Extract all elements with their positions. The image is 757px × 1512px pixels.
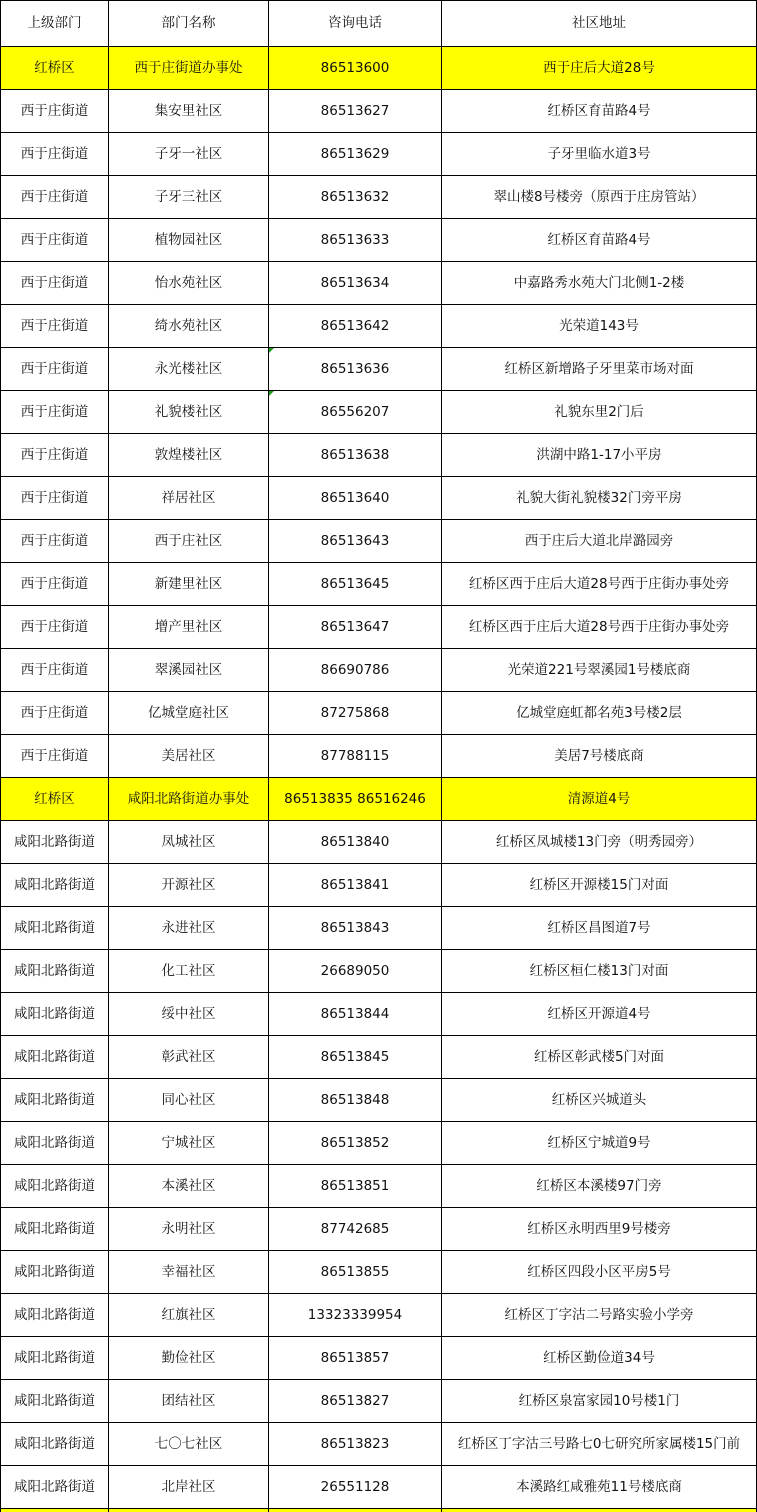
table-row [1, 262, 757, 305]
table-row [1, 649, 757, 692]
cell-address[interactable]: 红桥区桓仁楼13门对面 [442, 950, 757, 993]
table-row [1, 520, 757, 563]
cell-address[interactable]: 礼貌东里2门后 [442, 391, 757, 434]
cell-address[interactable]: 红桥区开源道4号 [442, 993, 757, 1036]
cell-parent-department[interactable]: 西于庄街道 [1, 90, 109, 133]
cell-address[interactable]: 红桥区西于庄后大道28号西于庄街办事处旁 [442, 606, 757, 649]
table-row [1, 1036, 757, 1079]
cell-parent-department[interactable]: 红桥区 [1, 778, 109, 821]
partial-cell [109, 1509, 269, 1512]
cell-address[interactable]: 红桥区四段小区平房5号 [442, 1251, 757, 1294]
cell-department-name[interactable]: 子牙一社区 [109, 133, 269, 176]
cell-address[interactable]: 亿城堂庭虹都名苑3号楼2层 [442, 692, 757, 735]
cell-parent-department[interactable]: 西于庄街道 [1, 391, 109, 434]
cell-department-name[interactable]: 化工社区 [109, 950, 269, 993]
table-row [1, 1165, 757, 1208]
cell-address[interactable]: 红桥区新增路子牙里菜市场对面 [442, 348, 757, 391]
cell-department-name[interactable]: 增产里社区 [109, 606, 269, 649]
table-row [1, 563, 757, 606]
cell-department-name[interactable]: 北岸社区 [109, 1466, 269, 1509]
cell-phone[interactable]: 86513852 [269, 1122, 442, 1165]
cell-phone[interactable]: 86513855 [269, 1251, 442, 1294]
cell-parent-department[interactable]: 西于庄街道 [1, 176, 109, 219]
cell-address[interactable]: 红桥区勤俭道34号 [442, 1337, 757, 1380]
table-row [1, 821, 757, 864]
cell-parent-department[interactable]: 咸阳北路街道 [1, 821, 109, 864]
cell-phone[interactable]: 86513629 [269, 133, 442, 176]
table-body [1, 47, 757, 1512]
cell-address[interactable]: 红桥区宁城道9号 [442, 1122, 757, 1165]
cell-phone[interactable]: 86513823 [269, 1423, 442, 1466]
cell-address[interactable]: 红桥区凤城楼13门旁（明秀园旁） [442, 821, 757, 864]
partial-next-row [1, 1509, 757, 1512]
cell-address[interactable]: 红桥区丁字沽三号路七0七研究所家属楼15门前 [442, 1423, 757, 1466]
table-row [1, 1079, 757, 1122]
table-row [1, 305, 757, 348]
cell-phone[interactable]: 86556207 [269, 391, 442, 434]
table-row [1, 606, 757, 649]
cell-parent-department[interactable]: 西于庄街道 [1, 348, 109, 391]
cell-department-name[interactable]: 凤城社区 [109, 821, 269, 864]
cell-parent-department[interactable]: 西于庄街道 [1, 477, 109, 520]
cell-parent-department[interactable]: 西于庄街道 [1, 262, 109, 305]
cell-address[interactable]: 红桥区开源楼15门对面 [442, 864, 757, 907]
cell-department-name[interactable]: 幸福社区 [109, 1251, 269, 1294]
cell-parent-department[interactable]: 咸阳北路街道 [1, 1337, 109, 1380]
table-row [1, 1251, 757, 1294]
partial-cell [442, 1509, 757, 1512]
cell-department-name[interactable]: 同心社区 [109, 1079, 269, 1122]
cell-phone[interactable]: 86513640 [269, 477, 442, 520]
cell-department-name[interactable]: 红旗社区 [109, 1294, 269, 1337]
cell-address[interactable]: 红桥区西于庄后大道28号西于庄街办事处旁 [442, 563, 757, 606]
cell-address[interactable]: 西于庄后大道28号 [442, 47, 757, 90]
cell-address[interactable]: 清源道4号 [442, 778, 757, 821]
cell-phone[interactable]: 86513845 [269, 1036, 442, 1079]
cell-parent-department[interactable]: 咸阳北路街道 [1, 1079, 109, 1122]
cell-phone[interactable]: 87788115 [269, 735, 442, 778]
table-row [1, 434, 757, 477]
table-row [1, 1294, 757, 1337]
cell-department-name[interactable]: 西于庄街道办事处 [109, 47, 269, 90]
cell-department-name[interactable]: 永进社区 [109, 907, 269, 950]
cell-department-name[interactable]: 西于庄社区 [109, 520, 269, 563]
cell-address[interactable]: 礼貌大街礼貌楼32门旁平房 [442, 477, 757, 520]
cell-phone[interactable]: 86513636 [269, 348, 442, 391]
table-row [1, 133, 757, 176]
cell-address[interactable]: 红桥区兴城道头 [442, 1079, 757, 1122]
table-row [1, 735, 757, 778]
cell-department-name[interactable]: 祥居社区 [109, 477, 269, 520]
cell-parent-department[interactable]: 西于庄街道 [1, 520, 109, 563]
partial-cell [269, 1509, 442, 1512]
cell-address[interactable]: 红桥区育苗路4号 [442, 219, 757, 262]
cell-phone[interactable]: 86513843 [269, 907, 442, 950]
table-row [1, 176, 757, 219]
cell-phone[interactable]: 86513851 [269, 1165, 442, 1208]
table-row [1, 348, 757, 391]
cell-address[interactable]: 本溪路红咸雅苑11号楼底商 [442, 1466, 757, 1509]
cell-phone[interactable]: 13323339954 [269, 1294, 442, 1337]
cell-address[interactable]: 红桥区育苗路4号 [442, 90, 757, 133]
cell-department-name[interactable]: 永明社区 [109, 1208, 269, 1251]
cell-department-name[interactable]: 集安里社区 [109, 90, 269, 133]
table-row [1, 477, 757, 520]
cell-phone[interactable]: 86513642 [269, 305, 442, 348]
cell-parent-department[interactable]: 西于庄街道 [1, 563, 109, 606]
table-row [1, 1122, 757, 1165]
cell-parent-department[interactable]: 西于庄街道 [1, 692, 109, 735]
header-parent-department[interactable]: 上级部门 [1, 1, 109, 47]
table-row [1, 950, 757, 993]
cell-address[interactable]: 红桥区本溪楼97门旁 [442, 1165, 757, 1208]
cell-phone[interactable]: 86690786 [269, 649, 442, 692]
table-row [1, 1466, 757, 1509]
table-row [1, 907, 757, 950]
office-row [1, 47, 757, 90]
cell-phone[interactable]: 86513848 [269, 1079, 442, 1122]
cell-parent-department[interactable]: 咸阳北路街道 [1, 864, 109, 907]
header-phone[interactable]: 咨询电话 [269, 1, 442, 47]
cell-address[interactable]: 美居7号楼底商 [442, 735, 757, 778]
cell-address[interactable]: 红桥区彰武楼5门对面 [442, 1036, 757, 1079]
cell-address[interactable]: 红桥区昌图道7号 [442, 907, 757, 950]
cell-parent-department[interactable]: 西于庄街道 [1, 649, 109, 692]
table-row [1, 1380, 757, 1423]
cell-parent-department[interactable]: 咸阳北路街道 [1, 1165, 109, 1208]
cell-department-name[interactable]: 新建里社区 [109, 563, 269, 606]
cell-phone[interactable]: 86513643 [269, 520, 442, 563]
cell-phone[interactable]: 86513647 [269, 606, 442, 649]
cell-parent-department[interactable]: 咸阳北路街道 [1, 1380, 109, 1423]
cell-phone[interactable]: 86513841 [269, 864, 442, 907]
partial-cell [1, 1509, 109, 1512]
cell-department-name[interactable]: 咸阳北路街道办事处 [109, 778, 269, 821]
cell-phone[interactable]: 86513632 [269, 176, 442, 219]
cell-phone[interactable]: 87742685 [269, 1208, 442, 1251]
cell-department-name[interactable]: 翠溪园社区 [109, 649, 269, 692]
cell-phone[interactable]: 86513627 [269, 90, 442, 133]
cell-department-name[interactable]: 美居社区 [109, 735, 269, 778]
office-row [1, 778, 757, 821]
cell-parent-department[interactable]: 咸阳北路街道 [1, 907, 109, 950]
table-row [1, 391, 757, 434]
table-row [1, 1208, 757, 1251]
cell-phone[interactable]: 26689050 [269, 950, 442, 993]
cell-parent-department[interactable]: 咸阳北路街道 [1, 1294, 109, 1337]
table-row [1, 1423, 757, 1466]
cell-department-name[interactable]: 七〇七社区 [109, 1423, 269, 1466]
cell-department-name[interactable]: 敦煌楼社区 [109, 434, 269, 477]
table-row [1, 993, 757, 1036]
cell-address[interactable]: 西于庄后大道北岸潞园旁 [442, 520, 757, 563]
cell-address[interactable]: 光荣道221号翠溪园1号楼底商 [442, 649, 757, 692]
cell-department-name[interactable]: 本溪社区 [109, 1165, 269, 1208]
cell-department-name[interactable]: 永光楼社区 [109, 348, 269, 391]
cell-parent-department[interactable]: 咸阳北路街道 [1, 1122, 109, 1165]
header-department-name[interactable]: 部门名称 [109, 1, 269, 47]
cell-parent-department[interactable]: 咸阳北路街道 [1, 1251, 109, 1294]
cell-address[interactable]: 光荣道143号 [442, 305, 757, 348]
cell-parent-department[interactable]: 西于庄街道 [1, 219, 109, 262]
cell-phone[interactable]: 86513600 [269, 47, 442, 90]
cell-department-name[interactable]: 绮水苑社区 [109, 305, 269, 348]
cell-department-name[interactable]: 亿城堂庭社区 [109, 692, 269, 735]
header-address[interactable]: 社区地址 [442, 1, 757, 47]
cell-department-name[interactable]: 开源社区 [109, 864, 269, 907]
table-row [1, 864, 757, 907]
cell-phone[interactable]: 86513645 [269, 563, 442, 606]
cell-department-name[interactable]: 团结社区 [109, 1380, 269, 1423]
cell-parent-department[interactable]: 西于庄街道 [1, 606, 109, 649]
cell-department-name[interactable]: 子牙三社区 [109, 176, 269, 219]
cell-phone[interactable]: 87275868 [269, 692, 442, 735]
table-row [1, 1337, 757, 1380]
cell-parent-department[interactable]: 咸阳北路街道 [1, 1466, 109, 1509]
cell-phone[interactable]: 86513835 86516246 [269, 778, 442, 821]
cell-address[interactable]: 子牙里临水道3号 [442, 133, 757, 176]
cell-address[interactable]: 翠山楼8号楼旁（原西于庄房管站） [442, 176, 757, 219]
cell-department-name[interactable]: 礼貌楼社区 [109, 391, 269, 434]
cell-department-name[interactable]: 宁城社区 [109, 1122, 269, 1165]
cell-phone[interactable]: 26551128 [269, 1466, 442, 1509]
cell-address[interactable]: 红桥区永明西里9号楼旁 [442, 1208, 757, 1251]
table-row [1, 219, 757, 262]
cell-phone[interactable]: 86513638 [269, 434, 442, 477]
header-row [1, 1, 757, 47]
cell-parent-department[interactable]: 西于庄街道 [1, 305, 109, 348]
cell-parent-department[interactable]: 咸阳北路街道 [1, 1208, 109, 1251]
cell-phone[interactable]: 86513633 [269, 219, 442, 262]
cell-phone[interactable]: 86513840 [269, 821, 442, 864]
cell-phone[interactable]: 86513844 [269, 993, 442, 1036]
cell-phone[interactable]: 86513634 [269, 262, 442, 305]
cell-address[interactable]: 红桥区丁字沽二号路实验小学旁 [442, 1294, 757, 1337]
cell-parent-department[interactable]: 咸阳北路街道 [1, 993, 109, 1036]
cell-department-name[interactable]: 彰武社区 [109, 1036, 269, 1079]
cell-address[interactable]: 中嘉路秀水苑大门北侧1-2楼 [442, 262, 757, 305]
cell-phone[interactable]: 86513827 [269, 1380, 442, 1423]
cell-parent-department[interactable]: 咸阳北路街道 [1, 950, 109, 993]
cell-department-name[interactable]: 怡水苑社区 [109, 262, 269, 305]
cell-department-name[interactable]: 植物园社区 [109, 219, 269, 262]
cell-parent-department[interactable]: 咸阳北路街道 [1, 1423, 109, 1466]
cell-parent-department[interactable]: 西于庄街道 [1, 133, 109, 176]
table-row [1, 692, 757, 735]
cell-address[interactable]: 洪湖中路1-17小平房 [442, 434, 757, 477]
table-row [1, 90, 757, 133]
cell-parent-department[interactable]: 西于庄街道 [1, 735, 109, 778]
cell-department-name[interactable]: 绥中社区 [109, 993, 269, 1036]
cell-parent-department[interactable]: 红桥区 [1, 47, 109, 90]
cell-parent-department[interactable]: 咸阳北路街道 [1, 1036, 109, 1079]
cell-address[interactable]: 红桥区泉富家园10号楼1门 [442, 1380, 757, 1423]
cell-department-name[interactable]: 勤俭社区 [109, 1337, 269, 1380]
cell-parent-department[interactable]: 西于庄街道 [1, 434, 109, 477]
cell-phone[interactable]: 86513857 [269, 1337, 442, 1380]
